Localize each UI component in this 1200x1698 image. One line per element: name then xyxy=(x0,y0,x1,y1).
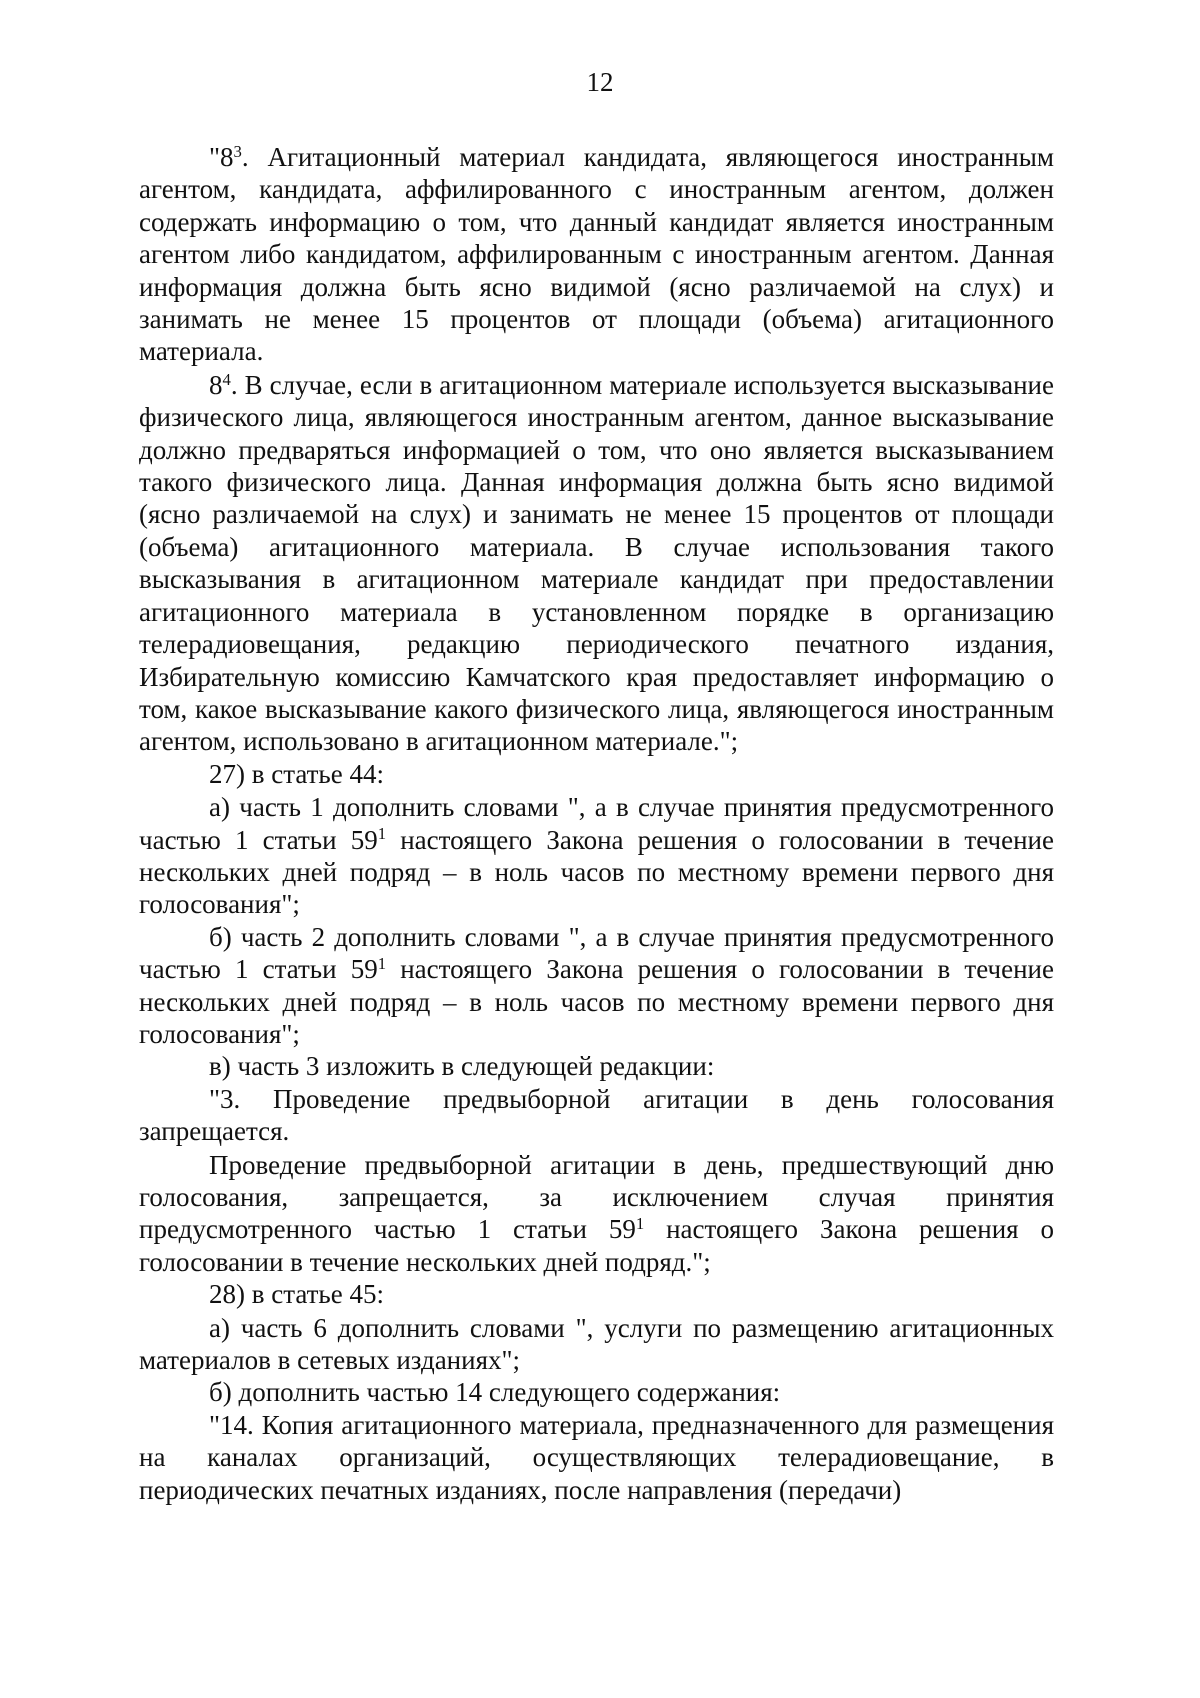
paragraph-28-a: а) часть 6 дополнить словами ", услуги по размещению агитационных материалов в сетевых изданиях"; xyxy=(139,1312,1054,1376)
paragraph-8-3: "$8^3$. Агитационный материал кандидата, являющегося иностранным агентом, кандидата, аффилированного с иностранным агентом, должен содержать информацию о том, что данный кандидат является иностранным агентом либо кандидатом, аффилированным с иностранным агентом. Данная информация должна быть ясно видимой (ясно различаемой на слух) и занимать не менее 15 процентов от площади (объема) агитационного материала. xyxy=(139,141,1054,367)
paragraph-part-3: "3. Проведение предвыборной агитации в день голосования запрещается. xyxy=(139,1083,1054,1147)
paragraph-8-4: $8^4$. В случае, если в агитационном материале используется высказывание физического лица, являющегося иностранным агентом, данное высказывание должно предваряться информацией о том, что оно является высказыванием такого физического лица. Данная информация должна быть ясно видимой (ясно различаемой на слух) и занимать не менее 15 процентов от площади (объема) агитационного материала. В случае использования такого высказывания в агитационном материале кандидат при предоставлении агитационного материала в установленном порядке в организацию телерадиовещания, редакцию периодического печатного издания, Избирательную комиссию Камчатского края предоставляет информацию о том, какое высказывание какого физического лица, являющегося иностранным агентом, использовано в агитационном материале."; xyxy=(139,369,1054,757)
paragraph-28-b: б) дополнить частью 14 следующего содержания: xyxy=(209,1377,781,1408)
paragraph-item-28: 28) в статье 45: xyxy=(209,1279,384,1310)
paragraph-27-b: б) часть 2 дополнить словами ", а в случае принятия предусмотренного частью 1 статьи $59^1$ настоящего Закона решения о голосовании в течение нескольких дней подряд – в ноль часов по местному времени первого дня голосования"; xyxy=(139,921,1054,1049)
paragraph-part-14: "14. Копия агитационного материала, предназначенного для размещения на каналах организаций, осуществляющих телерадиовещание, в периодических печатных изданиях, после направления (передачи) xyxy=(139,1409,1054,1505)
paragraph-27-a: а) часть 1 дополнить словами ", а в случае принятия предусмотренного частью 1 статьи $59^1$ настоящего Закона решения о голосовании в течение нескольких дней подряд – в ноль часов по местному времени первого дня голосования"; xyxy=(139,792,1054,920)
page-number: 12 xyxy=(586,67,614,97)
paragraph-27-v: в) часть 3 изложить в следующей редакции: xyxy=(209,1051,715,1082)
paragraph-item-27: 27) в статье 44: xyxy=(209,758,384,789)
paragraph-part-3-cont: Проведение предвыборной агитации в день, предшествующий дню голосования, запрещается, за исключением случая принятия предусмотренного частью 1 статьи $59^1$ настоящего Закона решения о голосовании в течение нескольких дней подряд."; xyxy=(139,1149,1054,1277)
document-body xyxy=(139,141,1054,1506)
